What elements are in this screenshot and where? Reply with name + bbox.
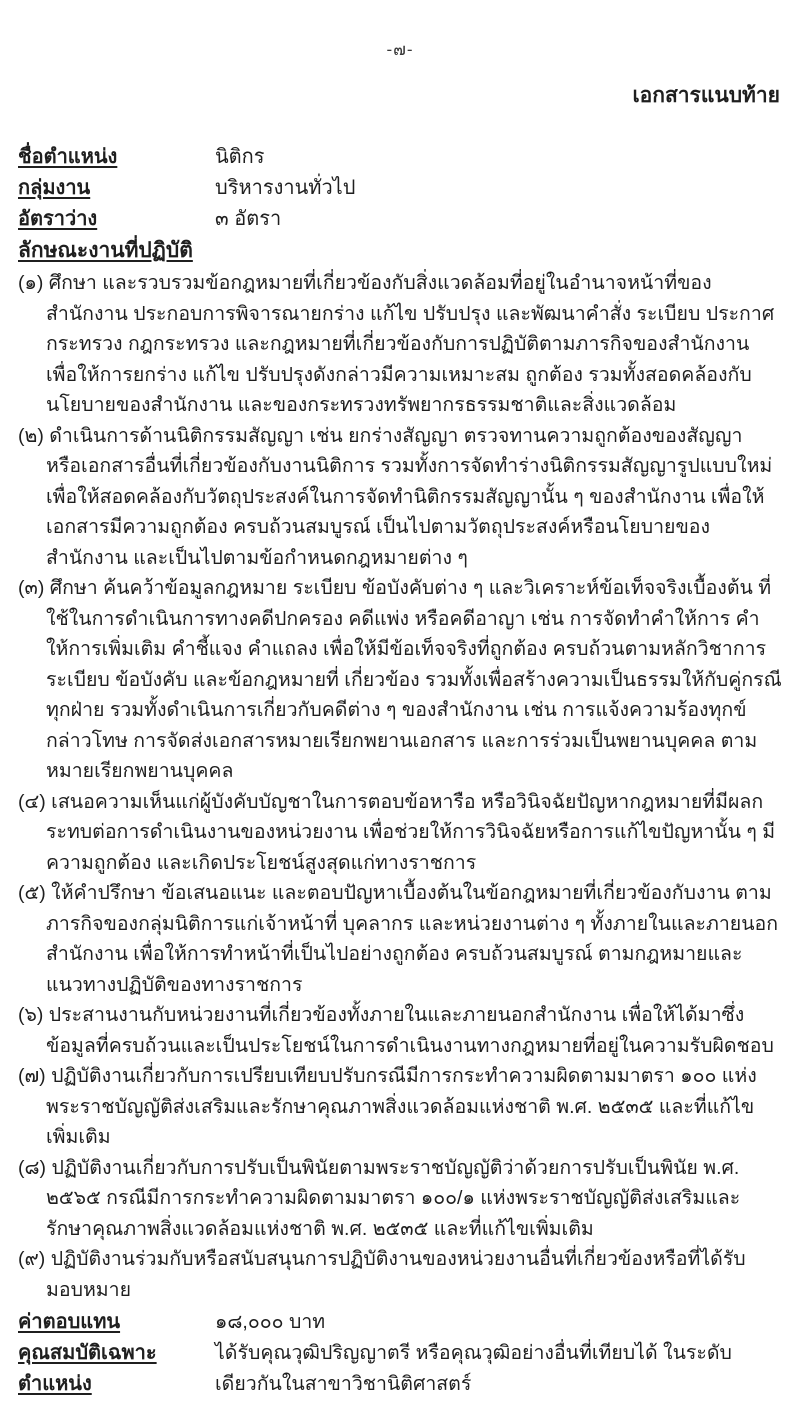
- field-vacancies: [18, 204, 780, 235]
- duty-item-9: [18, 1244, 782, 1305]
- duties-heading: ลักษณะงานที่ปฏิบัติ: [18, 239, 193, 262]
- attachment-title: เอกสารแนบท้าย: [632, 84, 780, 107]
- duty-text: ศึกษา ค้นคว้าข้อมูลกฎหมาย ระเบียบ ข้อบังคับต่าง ๆ และวิเคราะห์ข้อเท็จจริงเบื้องต้น ที่ใช้ในการดำเนินการทางคดีปกครอง คดีแพ่ง หรือคดีอาญา เช่น การจัดทำคำให้การ คำให้การเพิ่มเติม คำชี้แจง คำแถลง เพื่อให้มีข้อเท็จจริงที่ถูกต้อง ครบถ้วนตามหลักวิชาการ ระเบียบ ข้อบังคับ และข้อกฎหมายที่ เกี่ยวข้อง รวมทั้งเพื่อสร้างความเป็นธรรมให้กับคู่กรณีทุกฝ่าย รวมทั้งดำเนินการเกี่ยวกับคดีต่าง ๆ ของสำนักงาน เช่น การแจ้งความร้องทุกข์กล่าวโทษ การจัดส่งเอกสารหมายเรียกพยานเอกสาร และการร่วมเป็นพยานบุคคล ตามหมายเรียกพยานบุคคล: [46, 577, 782, 782]
- page-number: -๗-: [386, 40, 414, 59]
- field-label: ชื่อตำแหน่ง: [18, 146, 118, 168]
- field-label: กลุ่มงาน: [18, 177, 91, 199]
- duty-number: (๕): [18, 882, 46, 904]
- duty-number: (๘): [18, 1156, 47, 1179]
- duty-text: ให้คำปรึกษา ข้อเสนอแนะ และตอบปัญหาเบื้องต้นในข้อกฎหมายที่เกี่ยวข้องกับงาน ตามภารกิจของกลุ่มนิติการแก่เจ้าหน้าที่ บุคลากร และหน่วยงานต่าง ๆ ทั้งภายในและภายนอกสำนักงาน เพื่อให้การทำหน้าที่เป็นไปอย่างถูกต้อง ครบถ้วนสมบูรณ์ ตามกฎหมายและแนวทางปฏิบัติของทางราชการ: [46, 882, 779, 996]
- duty-number: (๖): [18, 1004, 44, 1026]
- duty-text: เสนอความเห็นแก่ผู้บังคับบัญชาในการตอบข้อหารือ หรือวินิจฉัยปัญหากฎหมายที่มีผลกระทบต่อการดำเนินงานของหน่วยงาน เพื่อช่วยให้การวินิจฉัยหรือการแก้ไขปัญหานั้น ๆ มีความถูกต้อง และเกิดประโยชน์สูงสุดแก่ทางราชการ: [46, 790, 776, 874]
- duties-list: [18, 268, 782, 1305]
- duty-item-4: [18, 787, 782, 879]
- duty-number: (๗): [18, 1065, 46, 1087]
- position-fields: [18, 142, 780, 235]
- duty-number: (๓): [18, 577, 45, 599]
- duty-number: (๔): [18, 790, 46, 813]
- field-label: คุณสมบัติเฉพาะตำแหน่ง: [18, 1342, 157, 1395]
- field-value: นิติกร: [215, 146, 265, 168]
- field-label: อัตราว่าง: [18, 208, 98, 230]
- duty-item-7: [18, 1061, 782, 1153]
- duty-text: ปฏิบัติงานเกี่ยวกับการเปรียบเทียบปรับกรณีมีการกระทำความผิดตามมาตรา ๑๐๐ แห่งพระราชบัญญัติส่งเสริมและรักษาคุณภาพสิ่งแวดล้อมแห่งชาติ พ.ศ. ๒๕๓๕ และที่แก้ไขเพิ่มเติม: [46, 1065, 757, 1148]
- duty-item-6: [18, 1000, 782, 1061]
- duty-item-1: [18, 268, 782, 421]
- duty-number: (๑): [18, 272, 44, 294]
- duty-text: ศึกษา และรวบรวมข้อกฎหมายที่เกี่ยวข้องกับสิ่งแวดล้อมที่อยู่ในอำนาจหน้าที่ของสำนักงาน ประกอบการพิจารณายกร่าง แก้ไข ปรับปรุง และพัฒนาคำสั่ง ระเบียบ ประกาศกระทรวง กฎกระทรวง และกฎหมายที่เกี่ยวข้องกับการปฏิบัติตามภารกิจของสำนักงาน เพื่อให้การยกร่าง แก้ไข ปรับปรุงดังกล่าวมีความเหมาะสม ถูกต้อง รวมทั้งสอดคล้องกับนโยบายของสำนักงาน และของกระทรวงทรัพยากรธรรมชาติและสิ่งแวดล้อม: [46, 272, 775, 416]
- duty-item-2: [18, 421, 782, 574]
- duty-text: ประสานงานกับหน่วยงานที่เกี่ยวข้องทั้งภายในและภายนอกสำนักงาน เพื่อให้ได้มาซึ่งข้อมูลที่ครบถ้วนและเป็นประโยชน์ในการดำเนินงานทางกฎหมายที่อยู่ในความรับผิดชอบ: [46, 1004, 774, 1057]
- duty-number: (๙): [18, 1248, 46, 1270]
- duty-text: ปฏิบัติงานร่วมกับหรือสนับสนุนการปฏิบัติงานของหน่วยงานอื่นที่เกี่ยวข้องหรือที่ได้รับมอบหมาย: [46, 1248, 746, 1301]
- footer-fields: [18, 1307, 780, 1400]
- duty-text: ปฏิบัติงานเกี่ยวกับการปรับเป็นพินัยตามพระราชบัญญัติว่าด้วยการปรับเป็นพินัย พ.ศ. ๒๕๖๕ กรณีมีการกระทำความผิดตามมาตรา ๑๐๐/๑ แห่งพระราชบัญญัติส่งเสริมและรักษาคุณภาพสิ่งแวดล้อมแห่งชาติ พ.ศ. ๒๕๓๕ และที่แก้ไขเพิ่มเติม: [46, 1156, 741, 1240]
- field-value: ๑๘,๐๐๐ บาท: [215, 1311, 326, 1333]
- field-label: ค่าตอบแทน: [18, 1311, 121, 1333]
- duty-number: (๒): [18, 424, 44, 447]
- field-value: บริหารงานทั่วไป: [215, 177, 356, 199]
- duty-item-8: [18, 1153, 782, 1245]
- duty-text: ดำเนินการด้านนิติกรรมสัญญา เช่น ยกร่างสัญญา ตรวจทานความถูกต้องของสัญญา หรือเอกสารอื่นที่เกี่ยวข้องกับงานนิติการ รวมทั้งการจัดทำร่างนิติกรรมสัญญารูปแบบใหม่เพื่อให้สอดคล้องกับวัตถุประสงค์ในการจัดทำนิติกรรมสัญญานั้น ๆ ของสำนักงาน เพื่อให้เอกสารมีความถูกต้อง ครบถ้วนสมบูรณ์ เป็นไปตามวัตถุประสงค์หรือนโยบายของสำนักงาน และเป็นไปตามข้อกำหนดกฎหมายต่าง ๆ: [46, 424, 773, 569]
- duty-item-5: [18, 878, 782, 1000]
- duty-item-3: [18, 573, 782, 787]
- field-position-name: [18, 142, 780, 173]
- field-compensation: [18, 1307, 780, 1338]
- field-work-group: [18, 173, 780, 204]
- field-qualification: [18, 1338, 780, 1400]
- field-value: ได้รับคุณวุฒิปริญญาตรี หรือคุณวุฒิอย่างอื่นที่เทียบได้ ในระดับเดียวกันในสาขาวิชานิติศาสตร์: [215, 1342, 732, 1395]
- field-value: ๓ อัตรา: [215, 208, 282, 230]
